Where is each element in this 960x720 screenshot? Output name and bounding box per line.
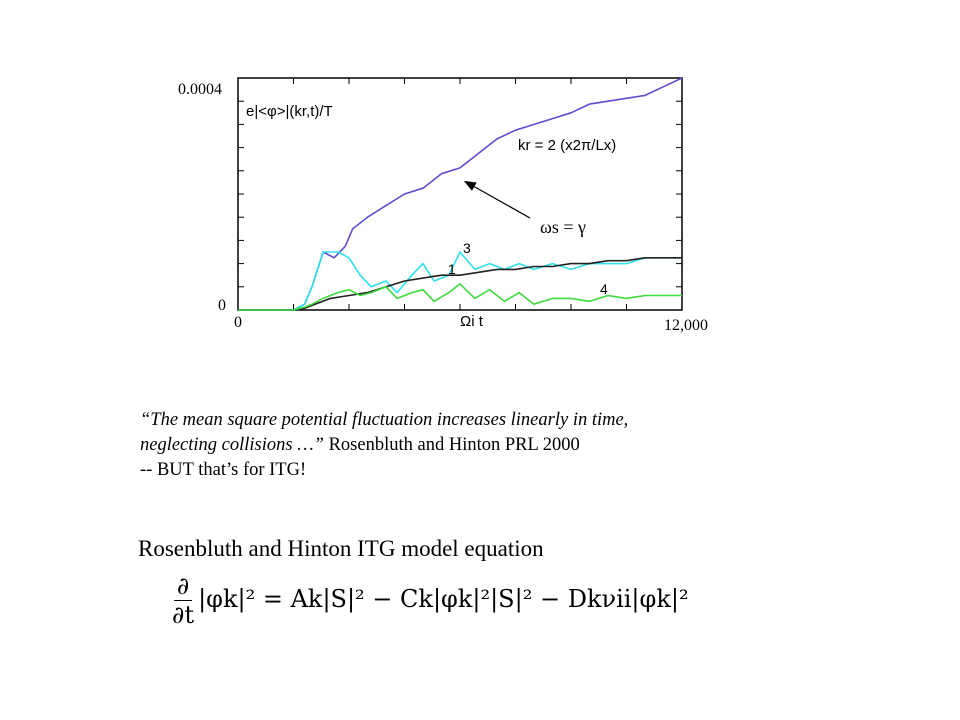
quote-line-2-italic: neglecting collisions …” xyxy=(140,435,324,455)
series-label-kr2: kr = 2 (x2π/Lx) xyxy=(518,137,617,154)
quote-line-1: “The mean square potential fluctuation increases linearly in time, xyxy=(140,410,629,430)
y-tick-label-bottom: 0 xyxy=(218,297,226,314)
series-label-1: 1 xyxy=(448,261,456,277)
derivative-denominator: ∂t xyxy=(172,601,195,629)
derivative-numerator: ∂ xyxy=(174,572,192,601)
annotation-label: ωs = γ xyxy=(540,217,586,237)
x-axis-label: Ωi t xyxy=(460,313,483,330)
rh-equation xyxy=(172,572,689,629)
quote-line-2 xyxy=(140,433,628,458)
x-tick-label-right: 12,000 xyxy=(664,317,708,334)
y-axis-label: e|<φ>|(kr,t)/T xyxy=(246,103,333,120)
series-label-4: 4 xyxy=(600,281,608,297)
quote-block xyxy=(140,408,628,483)
series-label-3: 3 xyxy=(463,240,471,256)
quote-line-3: -- BUT that’s for ITG! xyxy=(140,460,307,480)
quote-line-2-citation: Rosenbluth and Hinton PRL 2000 xyxy=(323,435,580,455)
partial-derivative xyxy=(172,572,194,629)
x-tick-label-left: 0 xyxy=(234,314,242,331)
y-tick-label-top: 0.0004 xyxy=(178,81,222,98)
rh-heading: Rosenbluth and Hinton ITG model equation xyxy=(138,536,544,561)
equation-rhs: |φk|² = Ak|S|² − Ck|φk|²|S|² − Dkνii|φk|² xyxy=(198,585,689,613)
annotation-arrow xyxy=(466,182,530,218)
